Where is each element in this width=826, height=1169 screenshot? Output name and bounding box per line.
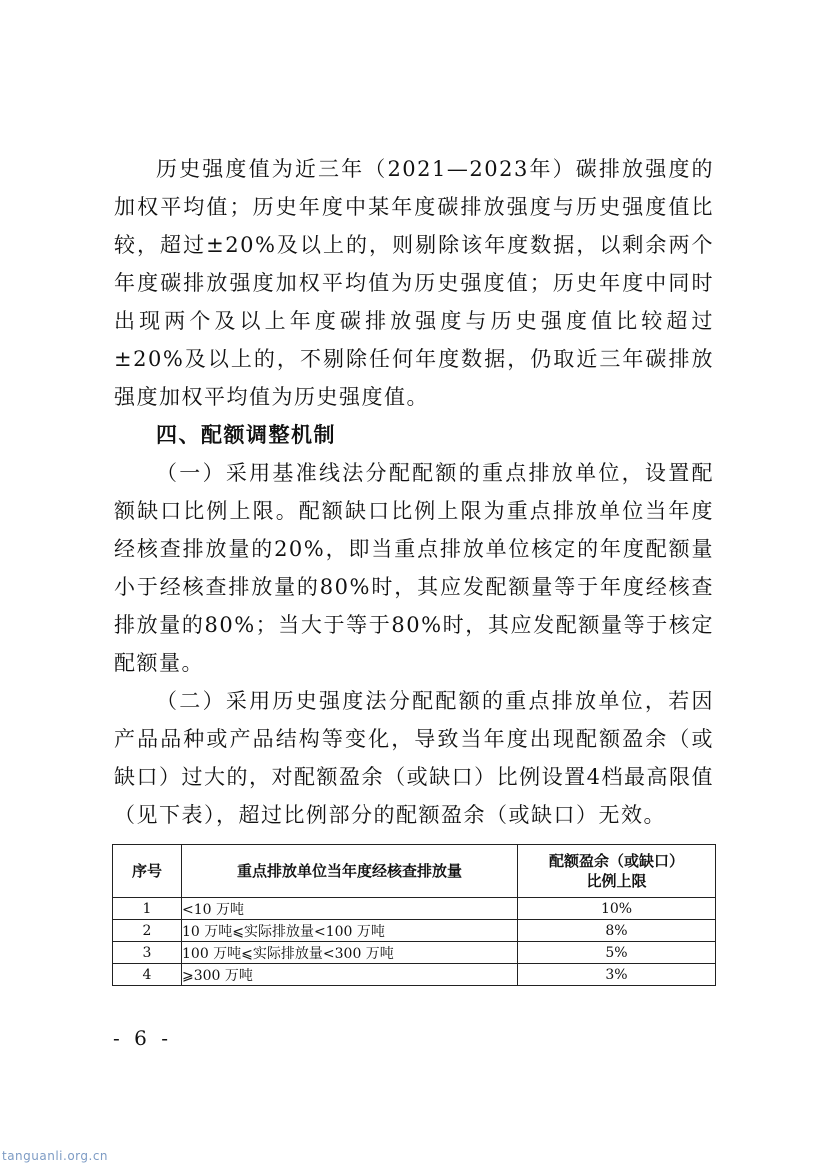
table-row <box>113 920 716 942</box>
cell-no: 1 <box>113 898 182 920</box>
cell-range: ⩾300 万吨 <box>182 964 518 986</box>
header-cap-line2: 比例上限 <box>586 872 647 890</box>
cell-cap: 3% <box>518 964 716 986</box>
cell-no: 3 <box>113 942 182 964</box>
header-cap-ratio <box>518 845 716 898</box>
section-heading-quota-adjustment: 四、配额调整机制 <box>156 423 336 447</box>
quota-cap-table <box>112 844 716 986</box>
cell-range: <10 万吨 <box>182 898 518 920</box>
table-header-row <box>113 845 716 898</box>
table-row <box>113 942 716 964</box>
cell-range: 10 万吨⩽实际排放量<100 万吨 <box>182 920 518 942</box>
cell-cap: 10% <box>518 898 716 920</box>
paragraph-historical-method: （二）采用历史强度法分配配额的重点排放单位，若因产品品种或产品结构等变化，导致当年度出现配额盈余（或缺口）过大的，对配额盈余（或缺口）比例设置4档最高限值（见下表），超过比例部分的配额盈余（或缺口）无效。 <box>114 689 714 827</box>
header-serial-no: 序号 <box>113 845 182 898</box>
header-cap-line1: 配额盈余（或缺口） <box>548 852 684 870</box>
cell-cap: 5% <box>518 942 716 964</box>
table-row <box>113 964 716 986</box>
paragraph-baseline-method: （一）采用基准线法分配配额的重点排放单位，设置配额缺口比例上限。配额缺口比例上限为重点排放单位当年度经核查排放量的20%，即当重点排放单位核定的年度配额量小于经核查排放量的80%时，其应发配额量等于年度经核查排放量的80%；当大于等于80%时，其应发配额量等于核定配额量。 <box>114 461 714 675</box>
header-emission-range: 重点排放单位当年度经核查排放量 <box>182 845 518 898</box>
cell-range: 100 万吨⩽实际排放量<300 万吨 <box>182 942 518 964</box>
paragraph-historical-intensity: 历史强度值为近三年（2021—2023年）碳排放强度的加权平均值；历史年度中某年度碳排放强度与历史强度值比较，超过±20%及以上的，则剔除该年度数据，以剩余两个年度碳排放强度加权平均值为历史强度值；历史年度中同时出现两个及以上年度碳排放强度与历史强度值比较超过±20%及以上的，不剔除任何年度数据，仍取近三年碳排放强度加权平均值为历史强度值。 <box>114 157 714 409</box>
body-text <box>114 150 714 834</box>
cell-cap: 8% <box>518 920 716 942</box>
cell-no: 4 <box>113 964 182 986</box>
cell-no: 2 <box>113 920 182 942</box>
table-row <box>113 898 716 920</box>
page-number: - 6 - <box>113 1026 172 1050</box>
site-watermark: tanguanli.org.cn <box>2 1149 109 1163</box>
